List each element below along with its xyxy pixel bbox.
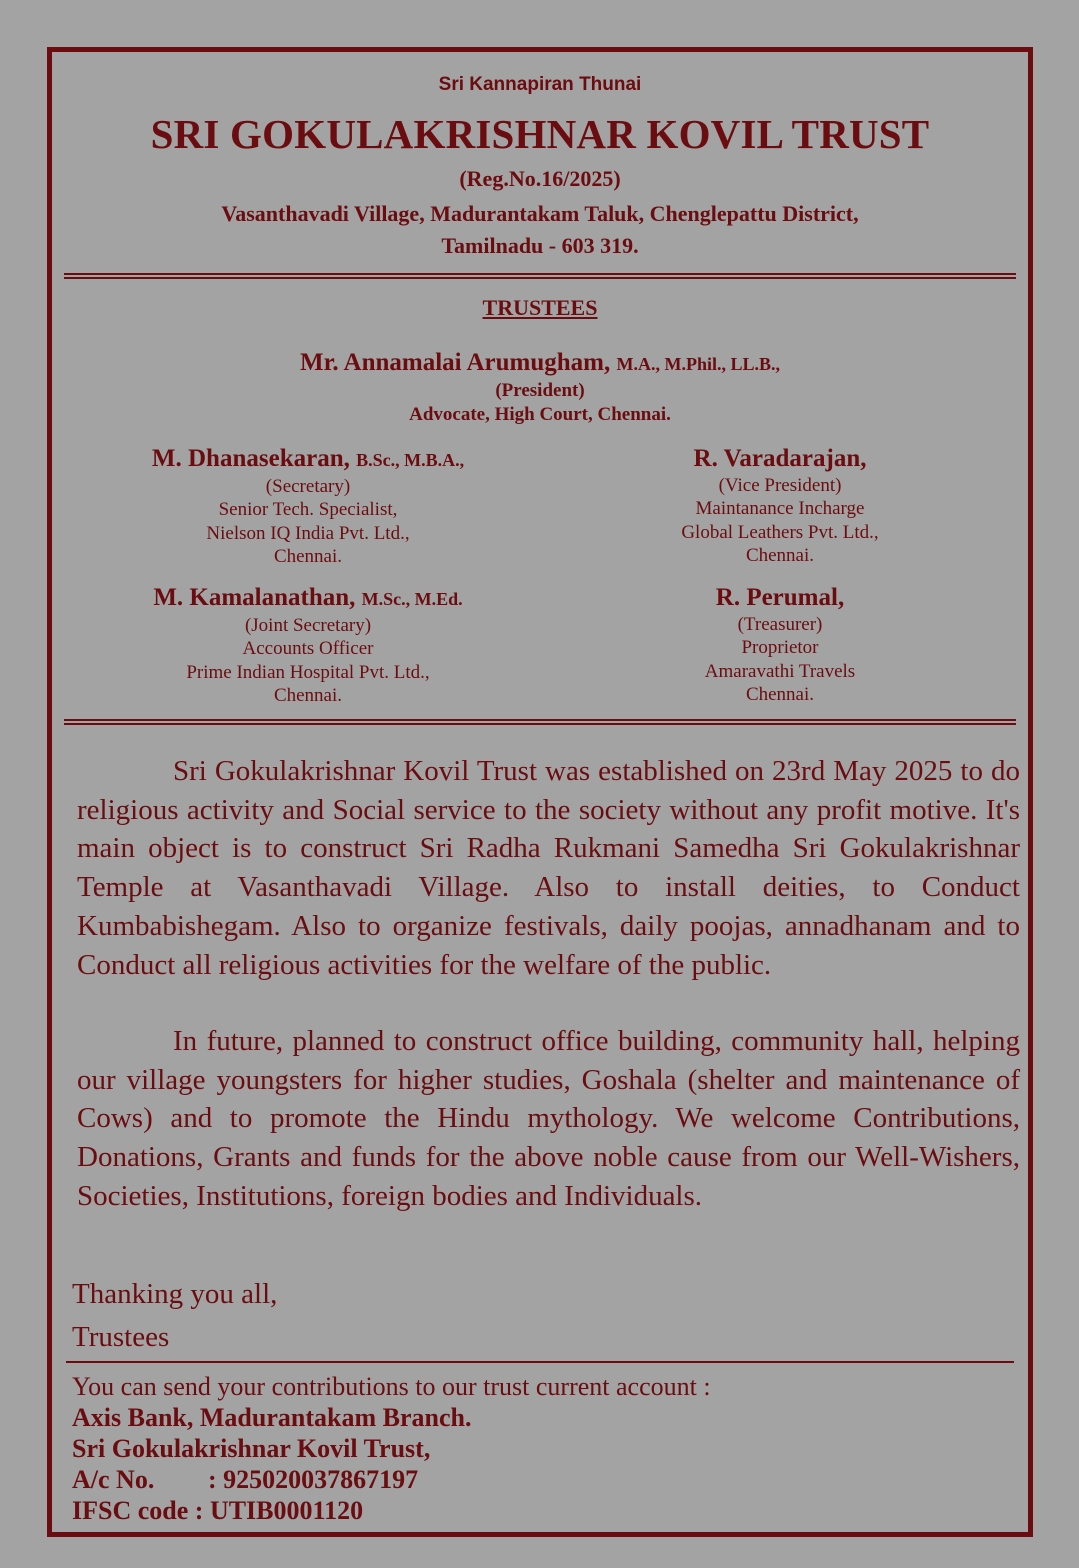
- joint-secretary-role: (Joint Secretary): [244, 615, 372, 636]
- body-paragraph-1: Sri Gokulakrishnar Kovil Trust was established on 23rd May 2025 to do religious activity and Social service to the society without any profit motive. It's main object is to construct Sri Radha Rukmani Samedha Sri Gokulakrishnar Temple at Vasanthavadi Village. Also to install deities, to Conduct Kumbabishegam. Also to organize festivals, daily poojas, annadhanam and to Conduct all religious activities for the welfare of the public.: [77, 755, 1020, 981]
- trustee-joint-secretary: [78, 583, 538, 707]
- treasurer-role: (Treasurer): [737, 614, 823, 635]
- president-occupation: Advocate, High Court, Chennai.: [409, 404, 671, 425]
- registration-number: (Reg.No.16/2025): [459, 166, 621, 191]
- ifsc-value: : UTIB0001120: [194, 1496, 364, 1525]
- trust-title: SRI GOKULAKRISHNAR KOVIL TRUST: [150, 111, 930, 157]
- treasurer-line-2: Amaravathi Travels: [704, 660, 856, 682]
- trustee-treasurer: [550, 583, 1010, 706]
- vice-president-line-3: Chennai.: [745, 544, 815, 566]
- bank-divider: [66, 1361, 1014, 1363]
- secretary-name: M. Dhanasekaran,: [151, 445, 350, 472]
- account-name: Sri Gokulakrishnar Kovil Trust,: [72, 1434, 431, 1463]
- joint-secretary-line-1: Accounts Officer: [242, 638, 374, 660]
- bank-details: [72, 1371, 711, 1526]
- ifsc-label: IFSC code: [72, 1496, 189, 1525]
- document-frame: [47, 47, 1033, 1537]
- secretary-role: (Secretary): [265, 476, 351, 497]
- thanks-line: Thanking you all,: [72, 1278, 278, 1310]
- secretary-line-3: Chennai.: [273, 545, 343, 567]
- bank-name: Axis Bank, Madurantakam Branch.: [72, 1403, 472, 1432]
- joint-secretary-degree: M.Sc., M.Ed.: [361, 589, 463, 609]
- address-line-1: Vasanthavadi Village, Madurantakam Taluk, Chenglepattu District,: [221, 201, 859, 226]
- vice-president-line-1: Maintanance Incharge: [695, 498, 865, 520]
- president-name: Mr. Annamalai Arumugham,: [300, 349, 611, 376]
- secretary-degree: B.Sc., M.B.A.,: [356, 450, 465, 470]
- header-divider: [64, 273, 1016, 279]
- trustees-divider: [64, 719, 1016, 725]
- bank-intro: You can send your contributions to our trust current account :: [72, 1372, 711, 1401]
- treasurer-name: R. Perumal,: [715, 584, 845, 611]
- body-paragraph-2: In future, planned to construct office building, community hall, helping our village youngsters for higher studies, Goshala (shelter and maintenance of Cows) and to promote the Hindu mythology. We welcome Contributions, Donations, Grants and funds for the above noble cause from our Well-Wishers, Societies, Institutions, foreign bodies and Individuals.: [77, 1025, 1020, 1212]
- trustee-president: [52, 348, 1028, 427]
- signoff-line: Trustees: [72, 1321, 170, 1353]
- trustee-vice-president: [550, 444, 1010, 567]
- joint-secretary-line-3: Chennai.: [273, 684, 343, 706]
- blessing-line: Sri Kannapiran Thunai: [438, 74, 642, 95]
- secretary-line-2: Nielson IQ India Pvt. Ltd.,: [206, 522, 410, 544]
- president-role: (President): [495, 380, 585, 401]
- ifsc-row: [72, 1495, 711, 1526]
- treasurer-line-1: Proprietor: [741, 637, 819, 659]
- vice-president-name: R. Varadarajan,: [693, 445, 867, 472]
- trustees-heading: TRUSTEES: [482, 295, 598, 320]
- treasurer-line-3: Chennai.: [745, 683, 815, 705]
- account-number-row: [72, 1464, 711, 1495]
- secretary-line-1: Senior Tech. Specialist,: [218, 499, 398, 521]
- account-number-label: A/c No.: [72, 1465, 155, 1494]
- account-number-value: : 925020037867197: [208, 1465, 419, 1494]
- vice-president-role: (Vice President): [718, 475, 842, 496]
- joint-secretary-name: M. Kamalanathan,: [153, 584, 356, 611]
- address-line-2: Tamilnadu - 603 319.: [441, 233, 639, 258]
- president-degree: M.A., M.Phil., LL.B.,: [616, 354, 780, 374]
- trust-address: [52, 198, 1028, 262]
- joint-secretary-line-2: Prime Indian Hospital Pvt. Ltd.,: [186, 661, 430, 683]
- trustee-secretary: [78, 444, 538, 568]
- vice-president-line-2: Global Leathers Pvt. Ltd.,: [681, 521, 879, 543]
